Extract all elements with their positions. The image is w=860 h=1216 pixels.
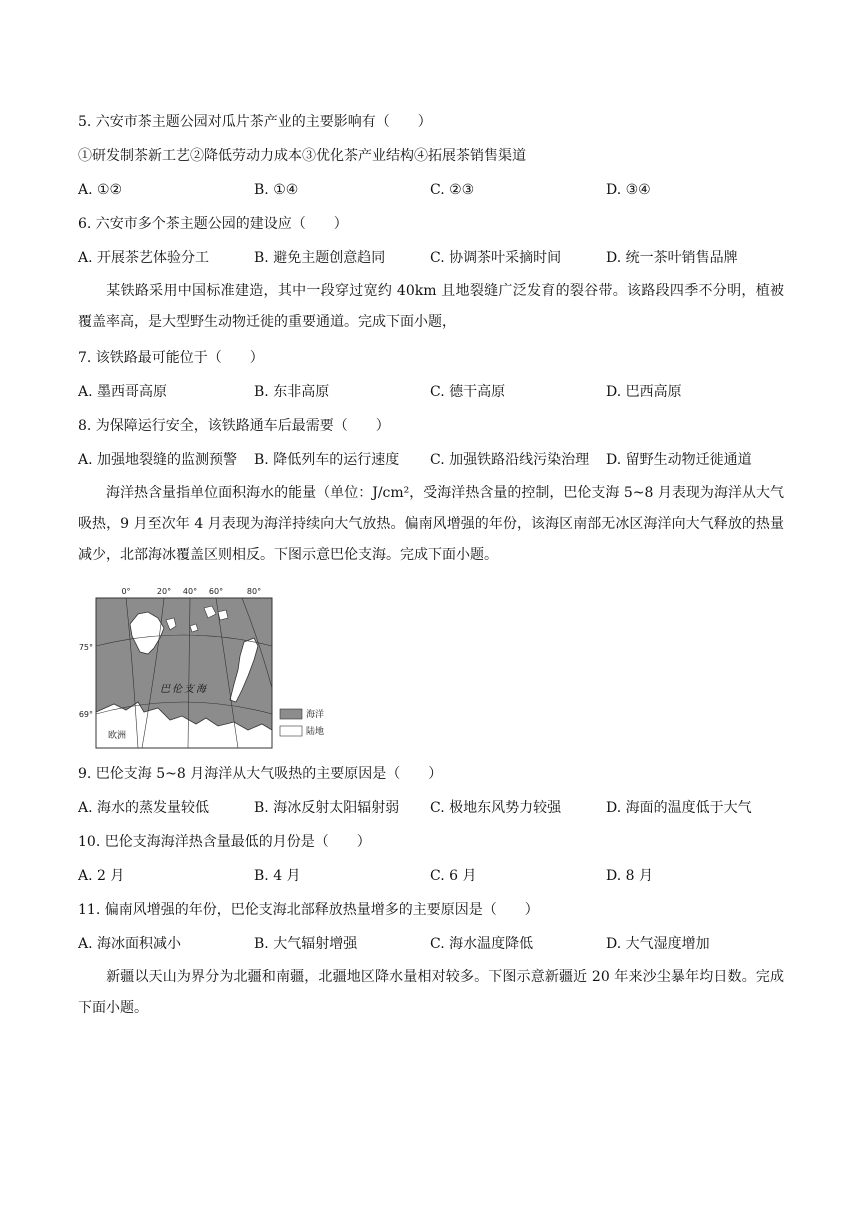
question-10-option-b: B. 4 月 bbox=[254, 868, 301, 884]
passage-xinjiang-text: 新疆以天山为界分为北疆和南疆，北疆地区降水量相对较多。下图示意新疆近 20 年来沙尘暴年均日数。完成下面小题。 bbox=[78, 969, 784, 1016]
map-lon-label-20: 20° bbox=[156, 587, 172, 596]
question-10-stem: 10. 巴伦支海海洋热含量最低的月份是（ ） bbox=[78, 834, 371, 850]
question-8-stem: 8. 为保障运行安全，该铁路通车后最需要（ ） bbox=[78, 418, 390, 434]
barents-sea-map-svg bbox=[78, 584, 378, 754]
question-11-stem: 11. 偏南风增强的年份，巴伦支海北部释放热量增多的主要原因是（ ） bbox=[78, 902, 539, 918]
question-7-stem: 7. 该铁路最可能位于（ ） bbox=[78, 350, 264, 366]
question-8-option-a: A. 加强地裂缝的监测预警 bbox=[78, 452, 238, 468]
question-5-option-b: B. ①④ bbox=[254, 182, 299, 198]
question-7-option-b: B. 东非高原 bbox=[254, 384, 330, 400]
question-10-option-a: A. 2 月 bbox=[78, 868, 125, 884]
passage-railway bbox=[78, 276, 784, 338]
question-6-option-b: B. 避免主题创意趋同 bbox=[254, 250, 386, 266]
question-5-option-a: A. ①② bbox=[78, 182, 123, 198]
question-9-option-c: C. 极地东风势力较强 bbox=[430, 800, 562, 816]
question-7-option-a: A. 墨西哥高原 bbox=[78, 384, 168, 400]
barents-sea-map bbox=[78, 584, 378, 754]
question-11-option-b: B. 大气辐射增强 bbox=[254, 936, 358, 952]
question-6-option-c: C. 协调茶叶采摘时间 bbox=[430, 250, 562, 266]
map-lon-label-40: 40° bbox=[182, 587, 198, 596]
question-7-option-d: D. 巴西高原 bbox=[606, 384, 682, 400]
question-8-option-b: B. 降低列车的运行速度 bbox=[254, 452, 400, 468]
passage-barents bbox=[78, 478, 784, 571]
question-9-option-a: A. 海水的蒸发量较低 bbox=[78, 800, 210, 816]
question-8-option-d: D. 留野生动物迁徙通道 bbox=[606, 452, 752, 468]
question-11-option-c: C. 海水温度降低 bbox=[430, 936, 534, 952]
passage-xinjiang bbox=[78, 962, 784, 1024]
legend-sea-swatch bbox=[280, 709, 302, 719]
map-lon-label-80: 80° bbox=[246, 587, 262, 596]
legend-land-swatch bbox=[280, 726, 302, 736]
map-lon-label-0: 0° bbox=[121, 587, 131, 596]
map-land-label: 欧洲 bbox=[108, 731, 127, 741]
map-lat-label-75: 75° bbox=[78, 643, 93, 652]
question-6-option-a: A. 开展茶艺体验分工 bbox=[78, 250, 210, 266]
question-6-stem: 6. 六安市多个茶主题公园的建设应（ ） bbox=[78, 216, 348, 232]
question-11-option-a: A. 海冰面积减小 bbox=[78, 936, 182, 952]
map-lat-label-69: 69° bbox=[78, 710, 93, 719]
map-lon-label-60: 60° bbox=[208, 587, 224, 596]
legend-sea-label: 海洋 bbox=[306, 710, 325, 720]
map-island-small-3 bbox=[218, 610, 228, 620]
question-7-option-c: C. 德干高原 bbox=[430, 384, 506, 400]
question-10-option-d: D. 8 月 bbox=[606, 868, 653, 884]
passage-railway-text: 某铁路采用中国标准建造，其中一段穿过宽约 40km 且地裂缝广泛发育的裂谷带。该路段四季不分明，植被覆盖率高，是大型野生动物迁徙的重要通道。完成下面小题， bbox=[78, 283, 784, 330]
question-10-option-c: C. 6 月 bbox=[430, 868, 477, 884]
question-5-option-c: C. ②③ bbox=[430, 182, 475, 198]
question-9-stem: 9. 巴伦支海 5~8 月海洋从大气吸热的主要原因是（ ） bbox=[78, 766, 443, 782]
legend-land-label: 陆地 bbox=[306, 727, 325, 737]
question-9-option-d: D. 海面的温度低于大气 bbox=[606, 800, 752, 816]
question-5-stem: 5. 六安市茶主题公园对瓜片茶产业的主要影响有（ ） bbox=[78, 114, 432, 130]
passage-barents-text: 海洋热含量指单位面积海水的能量（单位：J/cm²，受海洋热含量的控制，巴伦支海 5~8 月表现为海洋从大气吸热，9 月至次年 4 月表现为海洋持续向大气放热。偏南风增强的年份，该海区南部无冰区海洋向大气释放的热量减少，北部海冰覆盖区则相反。下图示意巴伦支海。完成下面小题。 bbox=[78, 485, 784, 563]
question-9-option-b: B. 海冰反射太阳辐射弱 bbox=[254, 800, 400, 816]
question-11-option-d: D. 大气湿度增加 bbox=[606, 936, 710, 952]
question-5-option-d: D. ③④ bbox=[606, 182, 651, 198]
map-sea-label: 巴伦支海 bbox=[160, 684, 208, 695]
question-6-option-d: D. 统一茶叶销售品牌 bbox=[606, 250, 738, 266]
question-8-option-c: C. 加强铁路沿线污染治理 bbox=[430, 452, 590, 468]
question-5-statements: ①研发制茶新工艺②降低劳动力成本③优化茶产业结构④拓展茶销售渠道 bbox=[78, 148, 526, 164]
